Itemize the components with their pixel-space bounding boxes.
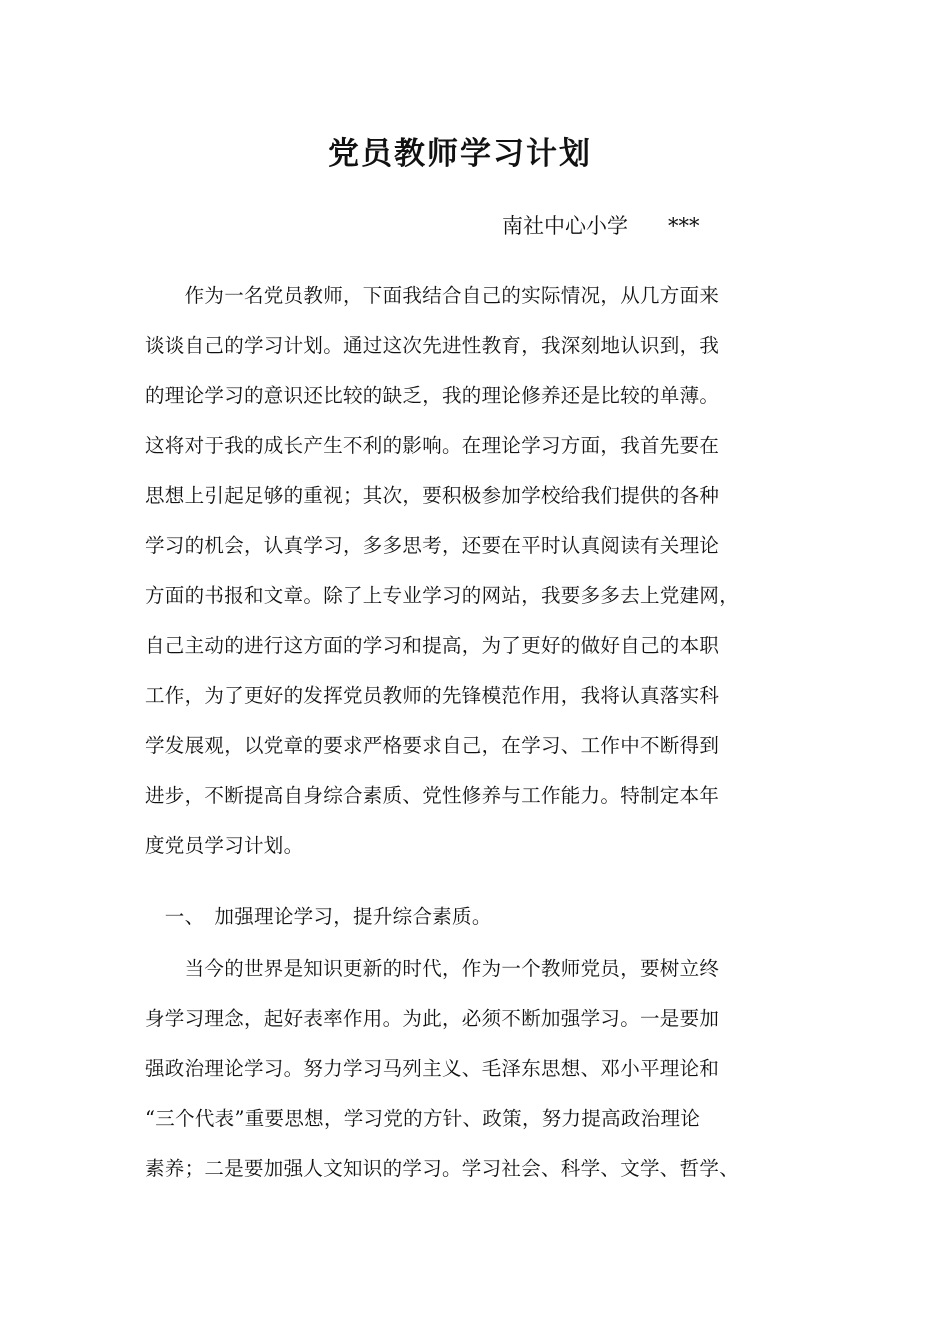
author-name: ***: [668, 214, 700, 238]
byline: [502, 210, 700, 240]
text-line: 这将对于我的成长产生不利的影响。在理论学习方面，我首先要在: [145, 434, 720, 457]
text-line: 进步，不断提高自身综合素质、党性修养与工作能力。特制定本年: [145, 784, 720, 807]
text-line: 作为一名党员教师，下面我结合自己的实际情况，从几方面来: [145, 284, 720, 307]
text-line: 的理论学习的意识还比较的缺乏，我的理论修养还是比较的单薄。: [145, 384, 720, 407]
school-name: 南社中心小学: [502, 214, 628, 238]
text-line: “三个代表”重要思想，学习党的方针、政策，努力提高政治理论: [145, 1107, 701, 1130]
text-line: 当今的世界是知识更新的时代，作为一个教师党员，要树立终: [145, 957, 720, 980]
text-line: 身学习理念，起好表率作用。为此，必须不断加强学习。一是要加: [145, 1007, 720, 1030]
text-line: 自己主动的进行这方面的学习和提高，为了更好的做好自己的本职: [145, 634, 720, 657]
text-line: 方面的书报和文章。除了上专业学习的网站，我要多多去上党建网，: [145, 584, 740, 607]
document-title: 党员教师学习计划: [328, 136, 592, 172]
text-line: 度党员学习计划。: [145, 834, 304, 857]
text-line: 思想上引起足够的重视；其次，要积极参加学校给我们提供的各种: [145, 484, 720, 507]
text-line: 素养；二是要加强人文知识的学习。学习社会、科学、文学、哲学、: [145, 1157, 740, 1180]
section-heading: 一、 加强理论学习，提升综合素质。: [145, 905, 492, 928]
text-line: 学发展观，以党章的要求严格要求自己，在学习、工作中不断得到: [145, 734, 720, 757]
text-line: 强政治理论学习。努力学习马列主义、毛泽东思想、邓小平理论和: [145, 1057, 720, 1080]
text-line: 工作，为了更好的发挥党员教师的先锋模范作用，我将认真落实科: [145, 684, 720, 707]
text-line: 学习的机会，认真学习，多多思考，还要在平时认真阅读有关理论: [145, 534, 720, 557]
text-line: 谈谈自己的学习计划。通过这次先进性教育，我深刻地认识到，我: [145, 334, 720, 357]
